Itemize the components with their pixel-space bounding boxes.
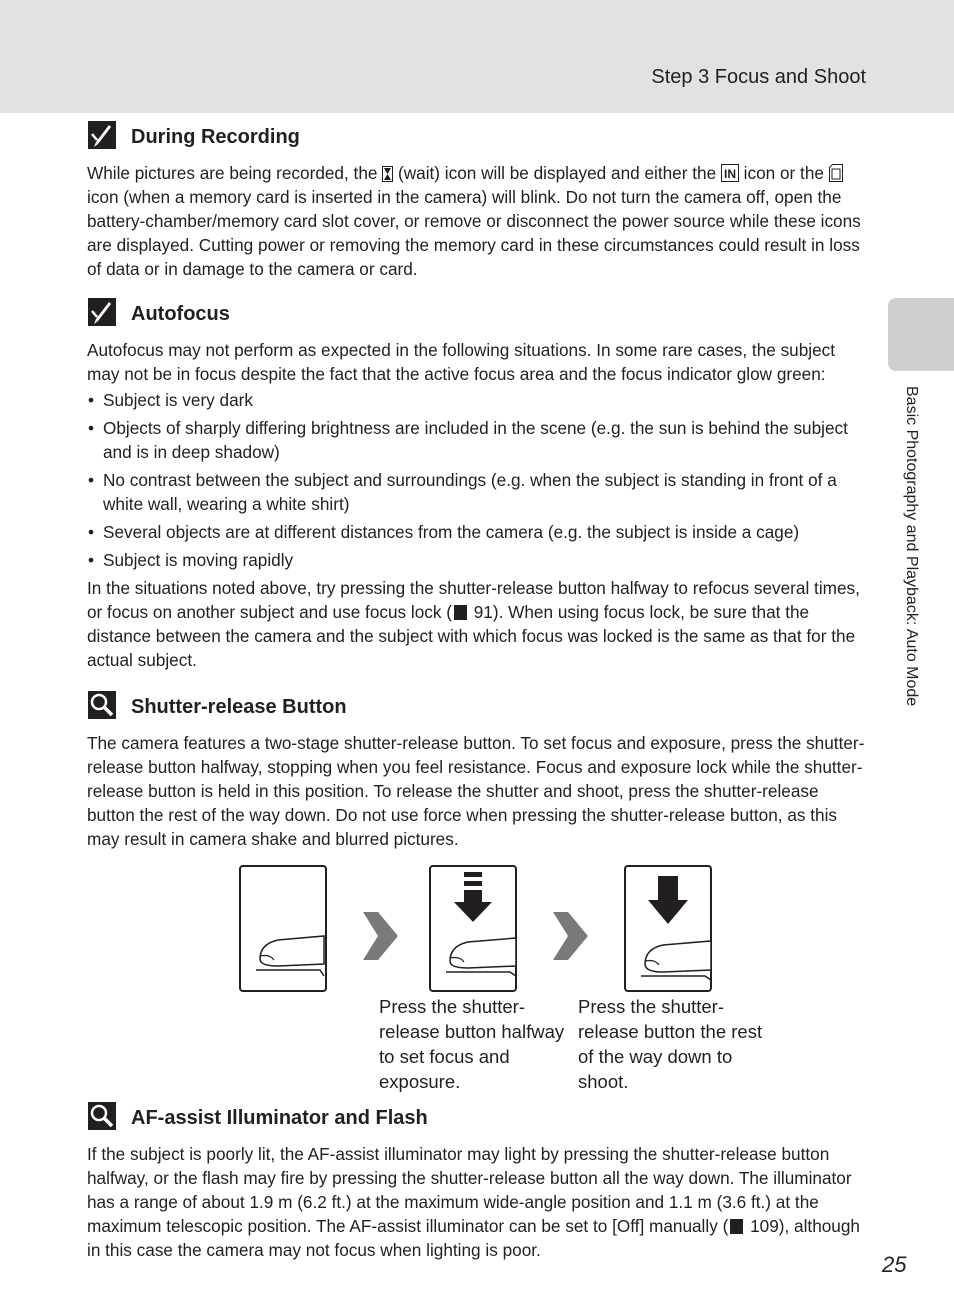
page-number: 25 (882, 1252, 907, 1277)
next-step-arrow (363, 912, 398, 960)
svg-text:IN: IN (723, 167, 736, 181)
section-title: AF-assist Illuminator and Flash (131, 1107, 428, 1129)
shutter-diagram (238, 864, 718, 996)
section-title: Shutter-release Button (131, 696, 347, 718)
caption-full-press: Press the shutter-release button the rest of the way down to shoot. (578, 996, 763, 1092)
camera-panel-idle (240, 866, 326, 991)
memory-card-icon (829, 164, 843, 182)
section-af-assist (87, 1101, 869, 1262)
section-title: Autofocus (131, 303, 230, 325)
section-body: If the subject is poorly lit, the AF-assist illuminator may light by pressing the shutter-release button halfway, or the flash may fire by pressing the shutter-release button all the way down. The illuminator has a range of about 1.9 m (6.2 ft.) at the maximum wide-angle position and 1.1 m (3.6 ft.) at the maximum telescopic position. The AF-assist illuminator can be set to [Off] manually ( 109), although in this case the camera may not focus when lighting is poor. (87, 1144, 860, 1260)
section-outro: In the situations noted above, try pressing the shutter-release button halfway to refocus several times, or focus on another subject and use focus lock ( 91). When using focus lock, be sure that the distance between the camera and the subject with which focus was locked is the same as that for the actual subject. (87, 578, 860, 670)
section-during-recording (87, 120, 869, 281)
page-reference-number: 91 (473, 602, 493, 622)
page-header-title: Step 3 Focus and Shoot (651, 66, 866, 88)
section-title: During Recording (131, 126, 300, 148)
section-autofocus (87, 297, 869, 672)
list-item: • Objects of sharply differing brightness are included in the scene (e.g. the sun is behind the subject and is in deep shadow) (87, 416, 869, 464)
header-band (0, 0, 954, 113)
section-intro: Autofocus may not perform as expected in the following situations. In some rare cases, the subject may not be in focus despite the fact that the active focus area and the focus indicator glow green: (87, 340, 836, 384)
side-tab (888, 298, 954, 371)
list-item: • Subject is very dark (87, 388, 869, 412)
caution-check-icon (87, 120, 117, 150)
shutter-illustration (238, 864, 768, 1096)
hourglass-icon (382, 166, 393, 182)
page-reference-icon (454, 605, 467, 620)
section-shutter-release (87, 690, 869, 851)
page-reference-number: 109 (750, 1216, 779, 1236)
caption-half-press: Press the shutter-release button halfway to set focus and exposure. (379, 996, 565, 1092)
side-tab-label: Basic Photography and Playback: Auto Mode (903, 386, 920, 707)
note-magnifier-icon (87, 690, 117, 720)
section-body: While pictures are being recorded, the (wait) icon will be displayed and either the IN icon or the icon (when a memory card is inserted in the camera) will blink. Do not turn the camera off, open the battery-chamber/memory card slot cover, or remove or disconnect the power source while these icons are displayed. Cutting power or removing the memory card in these circumstances could result in loss of data or in damage to the camera or card. (87, 163, 861, 279)
internal-memory-icon (721, 164, 739, 182)
list-item: • Subject is moving rapidly (87, 548, 869, 572)
bullet-list (87, 388, 869, 572)
note-magnifier-icon (87, 1101, 117, 1131)
next-step-arrow (553, 912, 588, 960)
camera-panel-full-press (625, 866, 711, 991)
caution-check-icon (87, 297, 117, 327)
list-item: • No contrast between the subject and surroundings (e.g. when the subject is standing in front of a white wall, wearing a white shirt) (87, 468, 869, 516)
section-body: The camera features a two-stage shutter-release button. To set focus and exposure, press the shutter-release button halfway, stopping when you feel resistance. Focus and exposure lock while the shutter-release button is held in this position. To release the shutter and shoot, press the shutter-release button the rest of the way down. Do not use force when pressing the shutter-release button, as this may result in camera shake and blurred pictures. (87, 733, 865, 849)
list-item: • Several objects are at different distances from the camera (e.g. the subject is inside a cage) (87, 520, 869, 544)
page-reference-icon (730, 1219, 743, 1234)
camera-panel-half-press (430, 866, 516, 991)
